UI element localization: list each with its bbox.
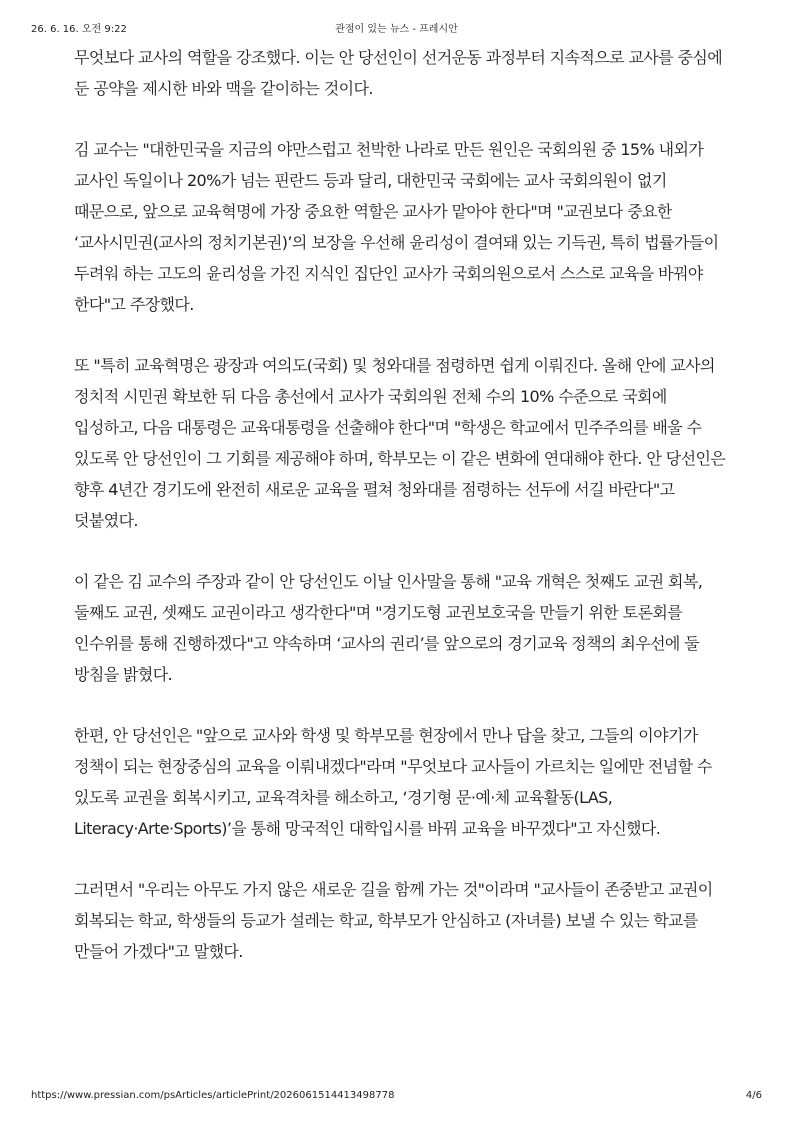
paragraph: 이 같은 김 교수의 주장과 같이 안 당선인도 이날 인사말을 통해 "교육 개혁은 첫째도 교권 회복, 둘째도 교권, 셋째도 교권이라고 생각한다"며 "경기도형 교권보호국을 만들기 위한 토론회를 인수위를 통해 진행하겠다"고 약속하며 ‘교사의 권리’를 앞으로의 경기교육 정책의 최우선에 둘 방침을 밝혔다. [74, 572, 703, 684]
article-url: https://www.pressian.com/psArticles/articlePrint/2026061514413498778 [31, 1090, 395, 1101]
page-title: 관점이 있는 뉴스 - 프레시안 [335, 24, 458, 35]
paragraph: 그러면서 "우리는 아무도 가지 않은 새로운 길을 함께 가는 것"이라며 "교사들이 존중받고 교권이 회복되는 학교, 학생들의 등교가 설레는 학교, 학부모가 안심하고 (자녀를) 보낼 수 있는 학교를 만들어 가겠다"고 말했다. [74, 880, 713, 961]
paragraph: 또 "특히 교육혁명은 광장과 여의도(국회) 및 청와대를 점령하면 쉽게 이뤄진다. 올해 안에 교사의 정치적 시민권 확보한 뒤 다음 총선에서 교사가 국회의원 전체 수의 10% 수준으로 국회에 입성하고, 다음 대통령은 교육대통령을 선출해야 한다"며 "학생은 학교에서 민주주의를 배울 수 있도록 안 당선인이 그 기회를 제공해야 하며, 학부모는 이 같은 변화에 연대해야 한다. 안 당선인은 향후 4년간 경기도에 완전히 새로운 교육을 펼쳐 청와대를 점령하는 선두에 서길 바란다"고 덧붙였다. [74, 356, 726, 530]
print-footer [0, 1090, 793, 1106]
page-number: 4/6 [745, 1090, 762, 1101]
paragraph: 김 교수는 "대한민국을 지금의 야만스럽고 천박한 나라로 만든 원인은 국회의원 중 15% 내외가 교사인 독일이나 20%가 넘는 핀란드 등과 달리, 대한민국 국회에는 교사 국회의원이 없기 때문으로, 앞으로 교육혁명에 가장 중요한 역할은 교사가 맡아야 한다"며 "교권보다 중요한 ‘교사시민권(교사의 정치기본권)’의 보장을 우선해 윤리성이 결여돼 있는 기득권, 특히 법률가들이 두려워 하는 고도의 윤리성을 가진 지식인 집단인 교사가 국회의원으로서 스스로 교육을 바꿔야 한다"고 주장했다. [74, 140, 719, 314]
print-header [0, 20, 793, 36]
paragraph: 무엇보다 교사의 역할을 강조했다. 이는 안 당선인이 선거운동 과정부터 지속적으로 교사를 중심에 둔 공약을 제시한 바와 맥을 같이하는 것이다. [74, 48, 723, 98]
print-datetime: 26. 6. 16. 오전 9:22 [31, 24, 127, 35]
paragraph: 한편, 안 당선인은 "앞으로 교사와 학생 및 학부모를 현장에서 만나 답을 찾고, 그들의 이야기가 정책이 되는 현장중심의 교육을 이뤄내겠다"라며 "무엇보다 교사들이 가르치는 일에만 전념할 수 있도록 교권을 회복시키고, 교육격차를 해소하고, ‘경기형 문·예·체 교육활동(LAS, Literacy·Arte·Sports)’을 통해 망국적인 대학입시를 바꿔 교육을 바꾸겠다"고 자신했다. [74, 726, 712, 838]
article-body [74, 42, 726, 997]
